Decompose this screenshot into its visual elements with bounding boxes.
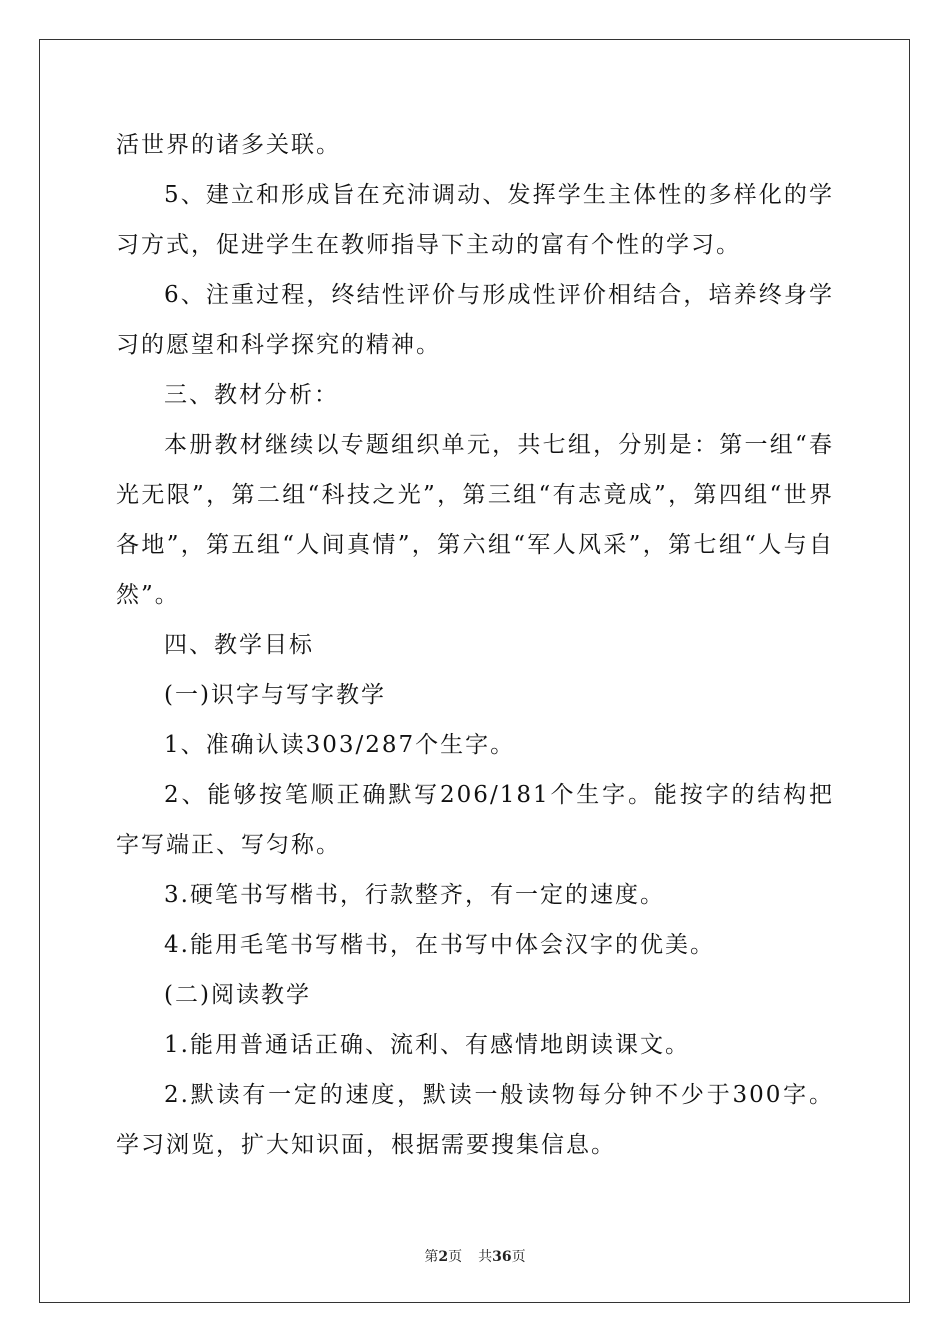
page-suffix: 页 xyxy=(448,1249,463,1265)
total-pages: 36 xyxy=(492,1249,512,1265)
paragraph: 6、注重过程，终结性评价与形成性评价相结合，培养终身学习的愿望和科学探究的精神。 xyxy=(116,282,834,358)
total-suffix: 页 xyxy=(511,1249,526,1265)
paragraph: 5、建立和形成旨在充沛调动、发挥学生主体性的多样化的学习方式，促进学生在教师指导下主动的富有个性的学习。 xyxy=(116,182,834,258)
section-heading: 四、教学目标 xyxy=(164,632,314,658)
paragraph: 本册教材继续以专题组织单元，共七组，分别是：第一组“春光无限”，第二组“科技之光”，第三组“有志竟成”，第四组“世界各地”，第五组“人间真情”，第六组“军人风采”，第七组“人与自然”。 xyxy=(116,432,834,608)
page-number: 2 xyxy=(438,1249,449,1265)
list-item: 3.硬笔书写楷书，行款整齐，有一定的速度。 xyxy=(164,882,665,908)
document-body xyxy=(116,120,834,1170)
list-item: 1、准确认读303/287个生字。 xyxy=(164,732,516,758)
list-item: 4.能用毛笔书写楷书，在书写中体会汉字的优美。 xyxy=(164,932,715,958)
subsection-heading: (二)阅读教学 xyxy=(164,982,311,1008)
subsection-heading: (一)识字与写字教学 xyxy=(164,682,386,708)
paragraph: 活世界的诸多关联。 xyxy=(116,132,341,158)
list-item: 2、能够按笔顺正确默写206/181个生字。能按字的结构把字写端正、写匀称。 xyxy=(116,782,834,858)
list-item: 1.能用普通话正确、流利、有感情地朗读课文。 xyxy=(164,1032,690,1058)
page-footer xyxy=(0,1246,950,1266)
section-heading: 三、教材分析： xyxy=(164,382,339,408)
list-item: 2.默读有一定的速度，默读一般读物每分钟不少于300字。学习浏览，扩大知识面，根据需要搜集信息。 xyxy=(116,1082,834,1158)
total-prefix: 共 xyxy=(478,1249,493,1265)
page-prefix: 第 xyxy=(424,1249,439,1265)
